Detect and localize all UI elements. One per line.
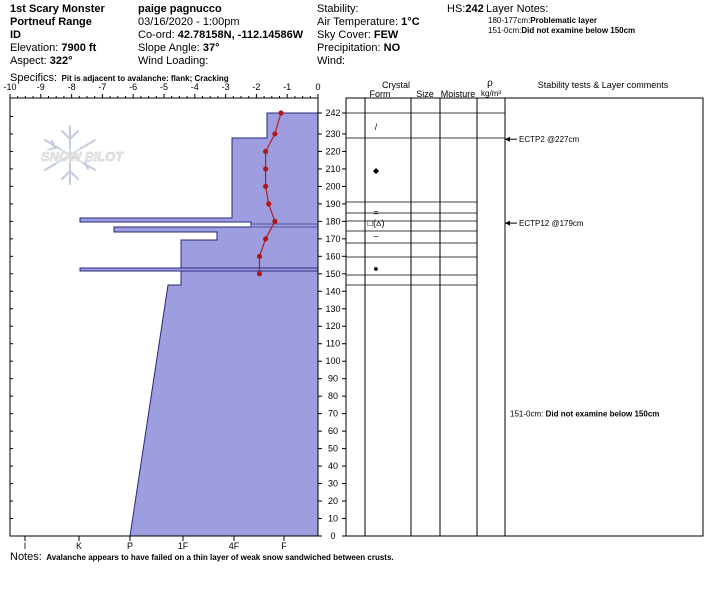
stability-tests xyxy=(505,135,584,228)
stability-label: Stability: xyxy=(317,3,359,15)
mountain-range: Portneuf Range xyxy=(10,16,92,28)
height-tick-label: 210 xyxy=(325,163,341,174)
height-tick-label: 242 xyxy=(325,107,341,118)
height-tick-label: 10 xyxy=(327,513,339,524)
precip-value: NO xyxy=(383,42,401,54)
specifics-label: Specifics: xyxy=(10,72,58,84)
temp-tick-label: -5 xyxy=(159,82,169,92)
layer-note-text: Problematic layer xyxy=(530,16,597,25)
temp-point xyxy=(263,149,268,154)
hs-label: HS: xyxy=(447,3,466,15)
height-tick-label: 180 xyxy=(325,216,341,227)
test-arrowhead xyxy=(505,221,510,226)
temp-point xyxy=(263,236,268,241)
slope-value: 37° xyxy=(202,42,220,54)
stability-test-label: ECTP2 @227cm xyxy=(519,135,580,145)
temp-tick-label: -8 xyxy=(67,82,76,92)
pit-title: 1st Scary Monster xyxy=(10,3,105,15)
temp-point xyxy=(257,254,262,259)
temp-tick-label: -6 xyxy=(129,82,138,92)
slope-label: Slope Angle: xyxy=(138,42,200,54)
layer-notes-title: Layer Notes: xyxy=(486,3,549,15)
aspect-value: 322° xyxy=(49,55,73,67)
layer-comment-text: Did not examine below 150cm xyxy=(545,409,660,419)
height-tick-label: 40 xyxy=(327,461,339,472)
temp-tick-label: -3 xyxy=(221,82,230,92)
hardness-tick-label: K xyxy=(75,541,83,551)
temp-point xyxy=(257,271,262,276)
temp-point xyxy=(272,131,277,136)
height-tick-label: 80 xyxy=(327,391,339,402)
temp-tick-label: -7 xyxy=(98,82,107,92)
specifics-value: Pit is adjacent to avalanche: flank; Cracking xyxy=(61,74,229,83)
size-header: Size xyxy=(416,89,434,99)
hardness-tick-label: 4F xyxy=(228,541,240,551)
height-tick-label: 60 xyxy=(327,426,339,437)
height-tick-label: 100 xyxy=(325,356,341,367)
hardness-tick-label: 1F xyxy=(177,541,189,551)
height-tick-label: 0 xyxy=(330,531,336,541)
layer-comments xyxy=(510,410,659,419)
temperature-axis xyxy=(3,82,320,98)
wind-label: Wind: xyxy=(317,55,346,67)
temp-point xyxy=(263,166,268,171)
stability-test-label: ECTP12 @179cm xyxy=(519,219,584,229)
crystal-form: ⬥ xyxy=(372,165,380,176)
temp-point xyxy=(272,219,277,224)
air-temp-label: Air Temperature: xyxy=(317,16,399,28)
test-arrowhead xyxy=(505,137,510,142)
sky-cover-value: FEW xyxy=(373,29,399,41)
crystal-form: ‒ xyxy=(373,230,379,241)
layer-note-text: Did not examine below 150cm xyxy=(521,26,636,35)
moisture-header: Moisture xyxy=(440,89,476,99)
temp-tick-label: 0 xyxy=(315,82,321,92)
temp-tick-label: -4 xyxy=(190,82,199,92)
height-tick-label: 130 xyxy=(325,303,341,314)
hardness-profile xyxy=(80,113,318,536)
notes-label: Notes: xyxy=(10,551,42,563)
density-header: ρ xyxy=(487,78,493,89)
layer-note-range: 180-177cm: xyxy=(488,16,531,25)
height-tick-label: 90 xyxy=(327,373,339,384)
notes-value: Avalanche appears to have failed on a thin layer of weak snow sandwiched between crusts. xyxy=(46,553,394,562)
temp-point xyxy=(266,201,271,206)
hardness-tick-label: F xyxy=(281,541,287,551)
state: ID xyxy=(10,29,21,41)
precip-label: Precipitation: xyxy=(317,42,381,54)
thin-layer-f-178 xyxy=(251,224,318,227)
temp-point xyxy=(278,110,283,115)
watermark-text: SNOW PILOT xyxy=(40,149,124,164)
layer-table-frame xyxy=(346,98,703,536)
temp-tick-label: -9 xyxy=(36,82,45,92)
elevation-label: Elevation: xyxy=(10,42,59,54)
height-tick-label: 160 xyxy=(325,251,341,262)
height-tick-label: 200 xyxy=(325,181,341,192)
coord-label: Co-ord: xyxy=(138,29,175,41)
temp-point xyxy=(263,184,268,189)
height-tick-label: 120 xyxy=(325,321,341,332)
temp-tick-label: -2 xyxy=(252,82,261,92)
hardness-tick-label: I xyxy=(23,541,27,551)
hardness-tick-label: P xyxy=(126,541,134,551)
height-tick-label: 150 xyxy=(325,268,341,279)
crystal-header: Crystal xyxy=(381,80,411,90)
crystal-form: = xyxy=(373,207,379,218)
observer-name: paige pagnucco xyxy=(138,3,222,15)
layer-connectors xyxy=(346,113,365,285)
snowpilot-logo xyxy=(30,126,135,184)
height-tick-label: 140 xyxy=(325,286,341,297)
height-tick-label: 170 xyxy=(325,233,341,244)
crystal-form: □(⩟) xyxy=(367,218,385,229)
aspect-label: Aspect: xyxy=(10,55,47,67)
crystal-forms xyxy=(368,122,385,274)
crystal-form: / xyxy=(374,121,378,132)
temp-tick-label: -10 xyxy=(3,82,17,92)
layer-comment-range: 151-0cm: xyxy=(510,409,546,419)
thin-layer-k-150 xyxy=(80,268,318,271)
height-tick-label: 230 xyxy=(325,128,341,139)
height-tick-label: 110 xyxy=(325,338,341,349)
height-tick-label: 20 xyxy=(327,496,339,507)
observation-datetime: 03/16/2020 - 1:00pm xyxy=(138,16,240,28)
height-tick-label: 50 xyxy=(327,443,339,454)
layer-boundaries xyxy=(365,113,505,285)
height-tick-label: 30 xyxy=(327,478,339,489)
layer-comment xyxy=(510,410,659,419)
hs-value: 242 xyxy=(465,3,484,15)
crystal-form: ● xyxy=(373,263,379,274)
notes-row xyxy=(10,548,394,564)
sky-cover-label: Sky Cover: xyxy=(317,29,371,41)
temp-tick-label: -1 xyxy=(283,82,292,92)
density-unit: kg/m³ xyxy=(481,89,501,98)
wind-loading-label: Wind Loading: xyxy=(138,55,209,67)
height-tick-label: 220 xyxy=(325,146,341,157)
form-header: Form xyxy=(369,89,391,99)
height-tick-label: 190 xyxy=(325,198,341,209)
coord-value: 42.78158N, -112.14586W xyxy=(177,29,304,41)
comments-header: Stability tests & Layer comments xyxy=(537,80,669,90)
height-tick-label: 70 xyxy=(327,408,339,419)
elevation-value: 7900 ft xyxy=(61,42,97,54)
air-temp-value: 1°C xyxy=(401,16,420,28)
layer-note-range: 151-0cm: xyxy=(488,26,522,35)
